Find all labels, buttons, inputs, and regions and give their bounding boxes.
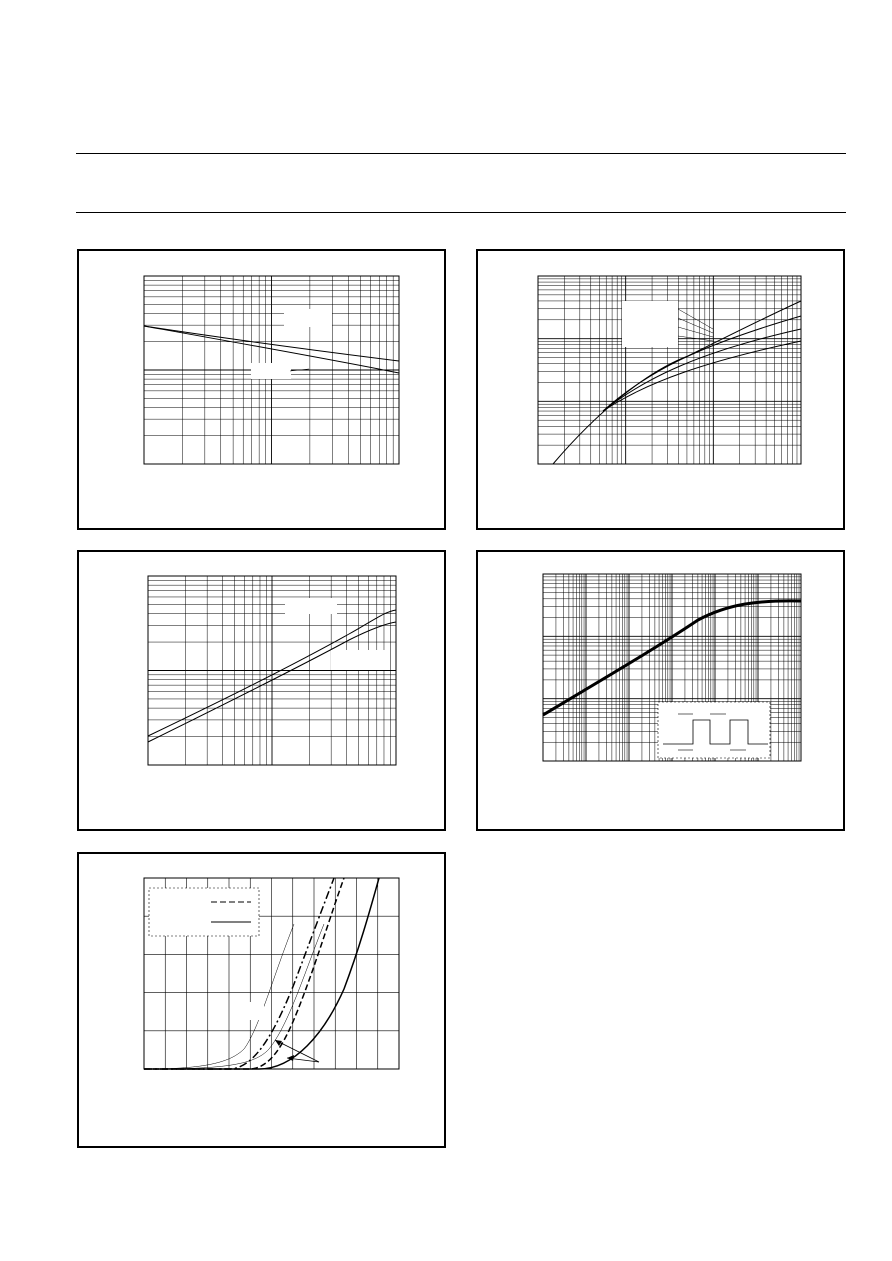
figure-panel-5 — [77, 852, 446, 1148]
legend-box — [149, 888, 259, 936]
chart-1 — [79, 251, 444, 528]
chart-3 — [79, 552, 444, 829]
label-box — [242, 1002, 264, 1020]
thin-line-2 — [144, 924, 324, 1069]
section-rule — [76, 212, 846, 213]
legend-leader — [678, 327, 713, 337]
legend-box-2 — [251, 363, 291, 379]
legend-leader — [678, 318, 713, 333]
chart-2 — [478, 251, 843, 528]
legend-box — [622, 301, 678, 347]
figure-panel-3 — [77, 550, 446, 831]
arrow-leader-1 — [275, 1040, 319, 1062]
legend-box-1 — [285, 598, 337, 614]
figure-panel-2 — [476, 249, 845, 530]
legend-box-2 — [331, 650, 389, 670]
chart-4 — [478, 552, 843, 829]
legend-box-1 — [284, 309, 332, 327]
header-rule — [76, 153, 846, 154]
inset-box — [658, 702, 770, 758]
figure-panel-1 — [77, 249, 446, 530]
series-4-line — [603, 341, 801, 411]
legend-leader — [678, 309, 713, 329]
chart-5 — [79, 854, 444, 1146]
figure-panel-4 — [476, 550, 845, 831]
